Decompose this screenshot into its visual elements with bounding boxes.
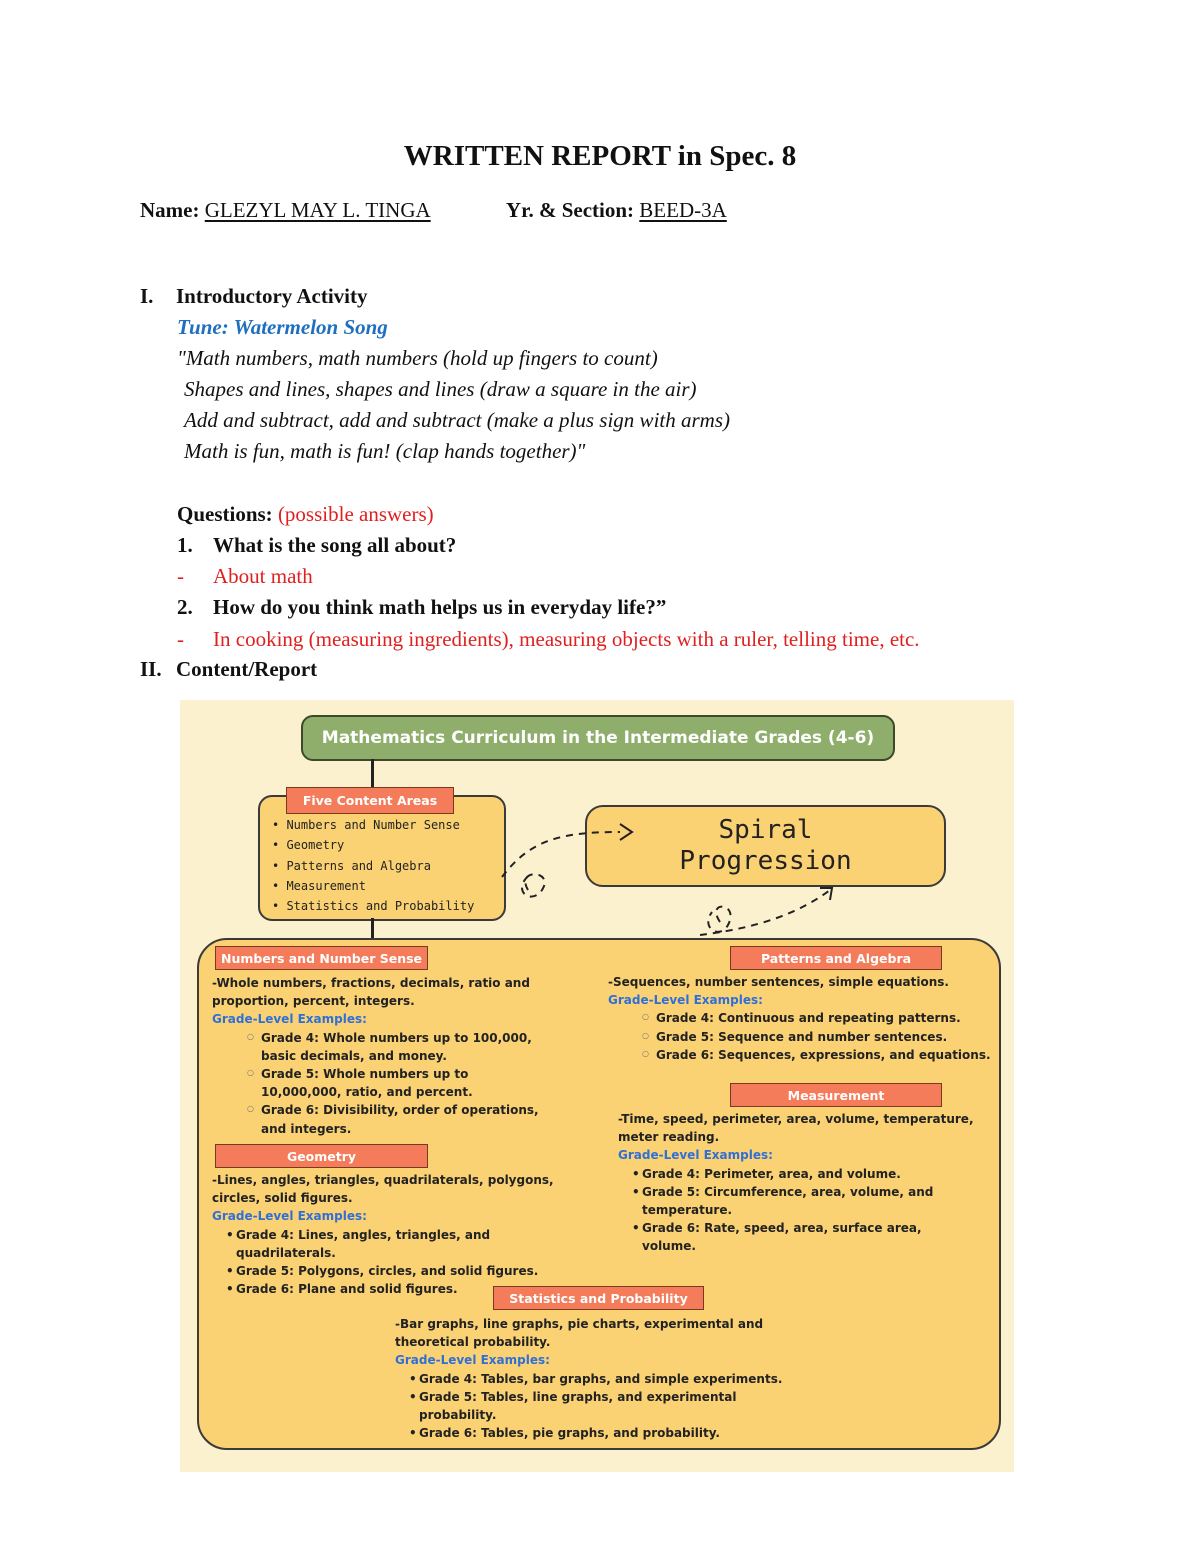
- list-item: • Grade 6: Tables, pie graphs, and probability.: [419, 1424, 815, 1442]
- geometry-gle-label: Grade-Level Examples:: [212, 1209, 367, 1224]
- five-content-areas-list: [272, 815, 474, 916]
- questions-label: Questions:: [177, 502, 273, 526]
- answer-1: [177, 564, 313, 589]
- content-area-item: • Measurement: [272, 878, 366, 893]
- question-2-number: 2.: [177, 595, 193, 619]
- measurement-grade-list: [642, 1165, 962, 1256]
- lyric-line-1: "Math numbers, math numbers (hold up fingers to count): [177, 346, 658, 370]
- measurement-description: -Time, speed, perimeter, area, volume, temperature, meter reading.: [618, 1112, 974, 1145]
- pa-description: -Sequences, number sentences, simple equations.: [608, 975, 949, 989]
- list-item: • Grade 4: Lines, angles, triangles, and quadrilaterals.: [236, 1226, 582, 1262]
- list-item: • Grade 5: Tables, line graphs, and experimental probability.: [419, 1388, 815, 1424]
- sp-grade-list: [419, 1370, 815, 1443]
- nns-section: [212, 974, 562, 1138]
- list-item: ○ Grade 4: Whole numbers up to 100,000, basic decimals, and money.: [261, 1029, 551, 1065]
- name-label: Name:: [140, 198, 200, 222]
- dashed-loop: [708, 907, 730, 932]
- part2-heading: [140, 657, 317, 682]
- measurement-gle-label: Grade-Level Examples:: [618, 1148, 773, 1163]
- sp-tag: Statistics and Probability: [493, 1286, 704, 1310]
- geometry-description: -Lines, angles, triangles, quadrilaterals, polygons, circles, solid figures.: [212, 1173, 554, 1206]
- answer-2: [177, 627, 920, 652]
- list-item: ○ Grade 5: Sequence and number sentences.: [656, 1028, 998, 1046]
- question-2: [177, 595, 666, 620]
- list-item: • Grade 5: Polygons, circles, and solid figures.: [236, 1262, 582, 1280]
- sp-gle-label: Grade-Level Examples:: [395, 1353, 550, 1368]
- question-1-text: What is the song all about?: [213, 533, 457, 557]
- list-item: ○ Grade 6: Sequences, expressions, and equations.: [656, 1046, 998, 1064]
- lyric-line-2: Shapes and lines, shapes and lines (draw a square in the air): [184, 377, 697, 401]
- list-item: • Grade 6: Rate, speed, area, surface area, volume.: [642, 1219, 962, 1255]
- nns-tag: Numbers and Number Sense: [215, 946, 428, 970]
- measurement-tag: Measurement: [730, 1083, 942, 1107]
- nns-description: -Whole numbers, fractions, decimals, ratio and proportion, percent, integers.: [212, 976, 530, 1009]
- part1-numeral: I.: [140, 284, 154, 308]
- list-item: • Grade 5: Circumference, area, volume, and temperature.: [642, 1183, 962, 1219]
- answer-2-text: In cooking (measuring ingredients), measuring objects with a ruler, telling time, etc.: [213, 627, 920, 651]
- list-item: • Grade 4: Perimeter, area, and volume.: [642, 1165, 962, 1183]
- geometry-tag: Geometry: [215, 1144, 428, 1168]
- sp-section: [395, 1315, 815, 1442]
- content-area-item: • Geometry: [272, 838, 345, 853]
- lyric-line-4: Math is fun, math is fun! (clap hands together)": [184, 439, 586, 463]
- name-line: [140, 198, 727, 223]
- nns-grade-list: [261, 1029, 551, 1138]
- questions-line: [177, 502, 434, 527]
- tune-label: Tune: Watermelon Song: [177, 315, 388, 339]
- diagram-title: Mathematics Curriculum in the Intermediate Grades (4-6): [301, 715, 895, 761]
- section-value: BEED-3A: [639, 198, 727, 222]
- five-content-areas-tag: Five Content Areas: [286, 787, 454, 814]
- report-title: WRITTEN REPORT in Spec. 8: [403, 140, 797, 172]
- part1-heading: [140, 284, 368, 309]
- pa-tag: Patterns and Algebra: [730, 946, 942, 970]
- pa-gle-label: Grade-Level Examples:: [608, 993, 763, 1008]
- pa-grade-list: [656, 1009, 998, 1064]
- list-item: • Grade 6: Plane and solid figures.: [236, 1280, 582, 1298]
- pa-section: [608, 973, 998, 1064]
- sp-description: -Bar graphs, line graphs, pie charts, experimental and theoretical probability.: [395, 1317, 764, 1350]
- list-item: ○ Grade 6: Divisibility, order of operations, and integers.: [261, 1101, 551, 1137]
- question-2-text: How do you think math helps us in everyday life?”: [213, 595, 667, 619]
- spiral-line-1: Spiral: [718, 815, 813, 845]
- connector-line-mid: [371, 918, 374, 940]
- content-area-item: • Numbers and Number Sense: [272, 818, 460, 832]
- spiral-progression-box: [585, 805, 946, 887]
- list-item: • Grade 4: Tables, bar graphs, and simple experiments.: [419, 1370, 815, 1388]
- geometry-section: [212, 1171, 582, 1298]
- content-area-item: • Patterns and Algebra: [272, 858, 431, 873]
- list-item: ○ Grade 4: Continuous and repeating patterns.: [656, 1009, 998, 1027]
- question-1: [177, 533, 456, 558]
- measurement-section: [618, 1110, 993, 1256]
- arrowhead: [820, 888, 832, 900]
- answer-1-dash: -: [177, 564, 184, 588]
- dashed-loop: [522, 874, 545, 896]
- student-name: GLEZYL MAY L. TINGA: [204, 198, 431, 222]
- part2-heading-text: Content/Report: [176, 657, 318, 681]
- nns-gle-label: Grade-Level Examples:: [212, 1012, 367, 1027]
- spiral-line-2: Progression: [679, 846, 852, 876]
- list-item: ○ Grade 5: Whole numbers up to 10,000,000, ratio, and percent.: [261, 1065, 551, 1101]
- dashed-arrow-path: [700, 890, 830, 935]
- answer-1-text: About math: [213, 564, 313, 588]
- possible-answers-label: (possible answers): [277, 502, 434, 526]
- lyric-line-3: Add and subtract, add and subtract (make a plus sign with arms): [184, 408, 730, 432]
- part2-numeral: II.: [140, 657, 162, 681]
- part1-heading-text: Introductory Activity: [176, 284, 368, 308]
- curriculum-diagram: [180, 700, 1014, 1472]
- section-label: Yr. & Section:: [505, 198, 635, 222]
- question-1-number: 1.: [177, 533, 193, 557]
- connector-line-top: [371, 759, 374, 789]
- content-area-item: • Statistics and Probability: [272, 899, 475, 914]
- answer-2-dash: -: [177, 627, 184, 651]
